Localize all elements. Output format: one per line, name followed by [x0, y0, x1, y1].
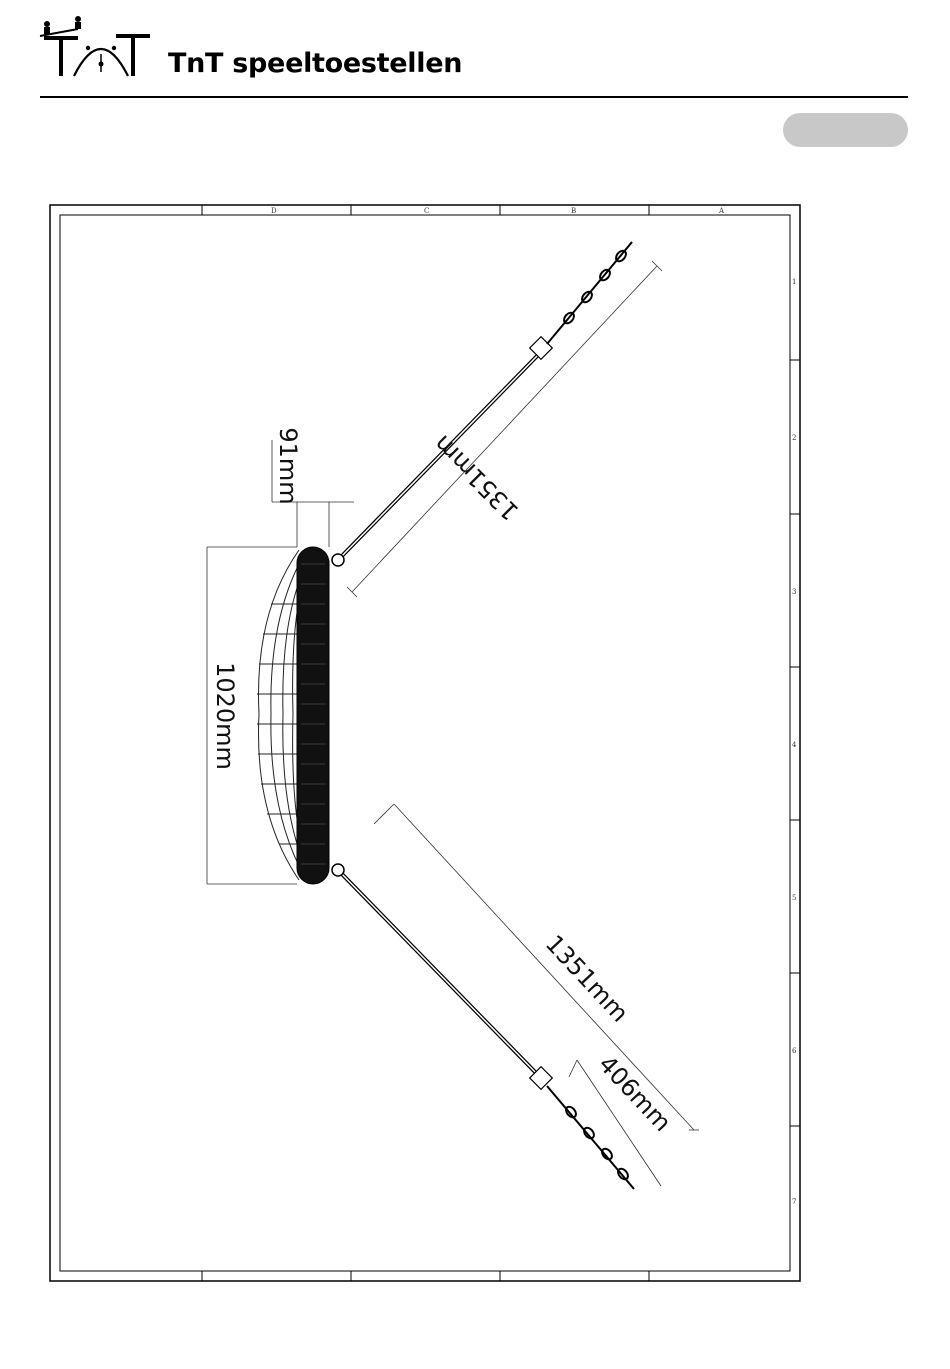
dimension-ring-thickness: 91mm: [274, 427, 302, 505]
seat-net: [257, 550, 299, 880]
zone-letter-c: C: [424, 207, 430, 215]
dimension-rope-lower: 1351mm: [539, 929, 634, 1028]
dimension-seat-diameter: 1020mm: [211, 662, 239, 770]
header-divider: [40, 96, 908, 98]
section-badge: [783, 113, 908, 147]
zone-number-5: 5: [792, 894, 797, 902]
zone-number-1: 1: [792, 278, 797, 286]
upper-chain: [547, 242, 632, 344]
brand-name: TnT speeltoestellen: [168, 48, 463, 79]
lower-chain: [547, 1086, 634, 1189]
tnt-logo: [38, 14, 156, 80]
zone-letter-a: A: [719, 207, 725, 215]
zone-letter-b: B: [571, 207, 577, 215]
seat-ring: [297, 547, 329, 884]
dimension-rope-upper: 1351mm: [428, 429, 525, 526]
technical-drawing: [49, 204, 801, 1282]
lower-rope: [332, 864, 552, 1089]
zone-number-3: 3: [792, 588, 797, 596]
zone-number-6: 6: [792, 1047, 797, 1055]
page-header: [0, 0, 950, 100]
zone-number-7: 7: [792, 1198, 797, 1206]
drawing-inner-frame: [60, 215, 790, 1271]
zone-number-2: 2: [792, 434, 797, 442]
zone-letter-d: D: [271, 207, 277, 215]
zone-number-4: 4: [792, 741, 797, 749]
drawing-outer-frame: [50, 205, 800, 1281]
dimension-chain-lower: 406mm: [593, 1050, 677, 1137]
